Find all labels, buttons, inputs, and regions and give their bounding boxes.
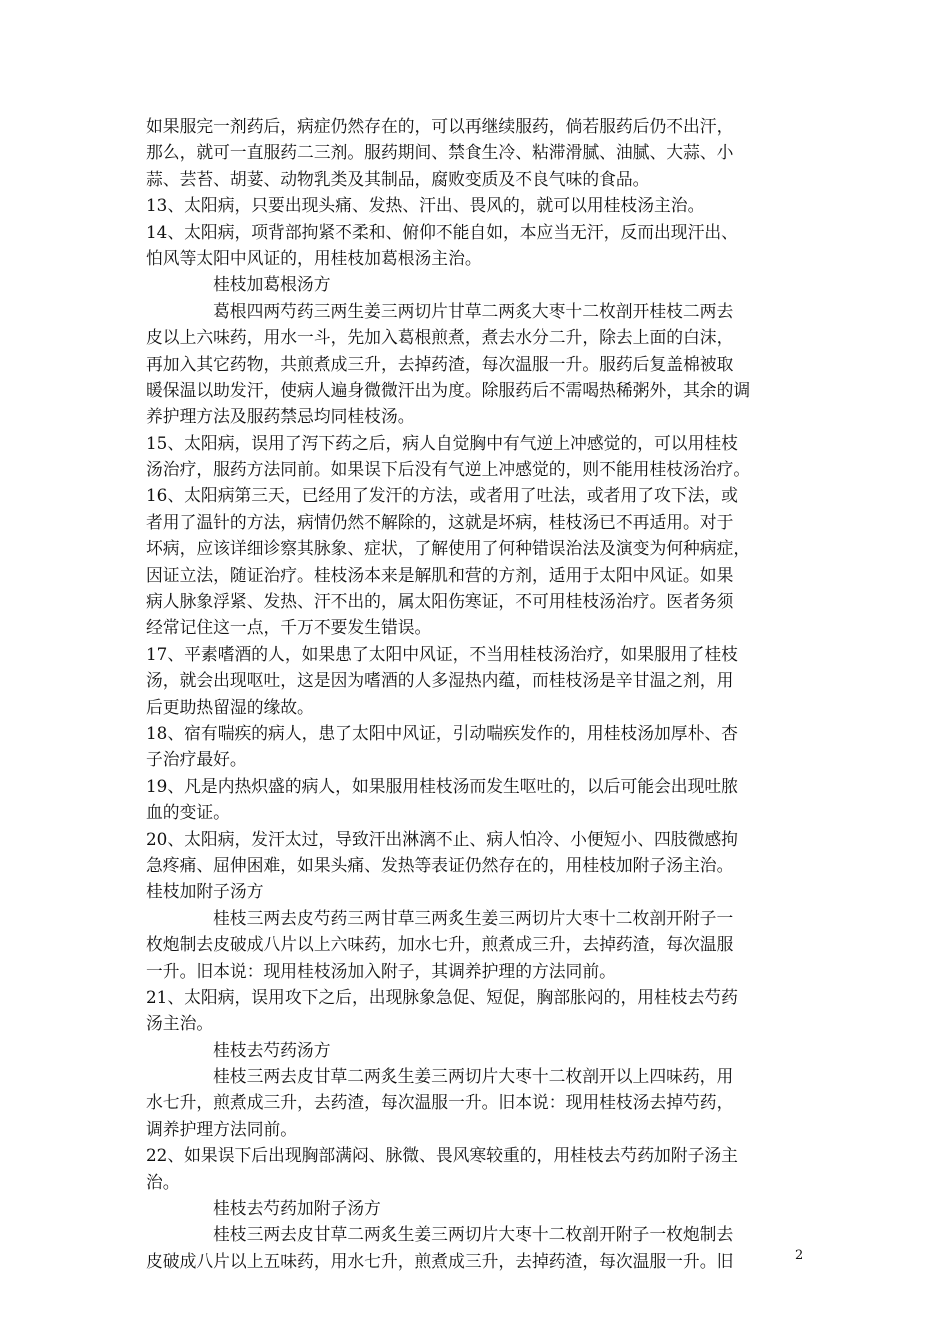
text-line: 枚炮制去皮破成八片以上六味药，加水七升，煎煮成三升，去掉药渣，每次温服 (146, 934, 734, 955)
text-line: 经常记住这一点，千万不要发生错误。 (146, 617, 432, 638)
text-line: 13、太阳病，只要出现头痛、发热、汗出、畏风的，就可以用桂枝汤主治。 (146, 195, 705, 216)
formula-heading: 桂枝去芍药汤方 (213, 1039, 331, 1060)
text-line: 后更助热留湿的缘故。 (146, 696, 314, 717)
text-line: 皮破成八片以上五味药，用水七升，煎煮成三升，去掉药渣，每次温服一升。旧 (146, 1250, 734, 1271)
text-line: 19、凡是内热炽盛的病人，如果服用桂枝汤而发生呕吐的，以后可能会出现吐脓 (146, 775, 738, 796)
text-line: 18、宿有喘疾的病人，患了太阳中风证，引动喘疾发作的，用桂枝汤加厚朴、杏 (146, 722, 738, 743)
text-line: 一升。旧本说：现用桂枝汤加入附子，其调养护理的方法同前。 (146, 960, 616, 981)
text-line: 如果服完一剂药后，病症仍然存在的，可以再继续服药，倘若服药后仍不出汗， (146, 116, 734, 136)
text-line: 再加入其它药物，共煎煮成三升，去掉药渣，每次温服一升。服药后复盖棉被取 (146, 353, 734, 374)
formula-heading: 桂枝去芍药加附子汤方 (213, 1198, 381, 1219)
text-line: 20、太阳病，发汗太过，导致汗出淋漓不止、病人怕冷、小便短小、四肢微感拘 (146, 828, 738, 849)
text-line: 皮以上六味药，用水一斗，先加入葛根煎煮，煮去水分二升，除去上面的白沫， (146, 327, 734, 348)
text-line: 15、太阳病，误用了泻下药之后，病人自觉胸中有气逆上冲感觉的，可以用桂枝 (146, 432, 738, 453)
text-line: 汤，就会出现呕吐，这是因为嗜酒的人多湿热内蕴，而桂枝汤是辛甘温之剂，用 (146, 670, 734, 691)
text-line: 16、太阳病第三天，已经用了发汗的方法，或者用了吐法，或者用了攻下法，或 (146, 485, 738, 506)
formula-heading: 桂枝加附子汤方 (146, 881, 264, 902)
text-line: 桂枝三两去皮甘草二两炙生姜三两切片大枣十二枚剖开附子一枚炮制去 (213, 1224, 734, 1245)
text-line: 蒜、芸苔、胡荽、动物乳类及其制品，腐败变质及不良气味的食品。 (146, 168, 650, 189)
text-line: 治。 (146, 1171, 180, 1192)
text-line: 养护理方法及服药禁忌均同桂枝汤。 (146, 406, 415, 427)
text-line: 者用了温针的方法，病情仍然不解除的，这就是坏病，桂枝汤已不再适用。对于 (146, 511, 734, 532)
formula-heading: 桂枝加葛根汤方 (213, 274, 331, 295)
document-body (146, 113, 818, 1274)
text-line: 17、平素嗜酒的人，如果患了太阳中风证，不当用桂枝汤治疗，如果服用了桂枝 (146, 643, 738, 664)
text-line: 急疼痛、屈伸困难，如果头痛、发热等表证仍然存在的，用桂枝加附子汤主治。 (146, 854, 734, 875)
page-number: 2 (795, 1248, 804, 1263)
text-line: 桂枝三两去皮芍药三两甘草三两炙生姜三两切片大枣十二枚剖开附子一 (213, 907, 734, 928)
text-line: 葛根四两芍药三两生姜三两切片甘草二两炙大枣十二枚剖开桂枝二两去 (213, 300, 734, 321)
text-line: 汤主治。 (146, 1013, 214, 1034)
text-line: 桂枝三两去皮甘草二两炙生姜三两切片大枣十二枚剖开以上四味药，用 (213, 1066, 734, 1087)
text-line: 怕风等太阳中风证的，用桂枝加葛根汤主治。 (146, 247, 482, 268)
text-line: 暖保温以助发汗，使病人遍身微微汗出为度。除服药后不需喝热稀粥外，其余的调 (146, 379, 751, 400)
text-line: 血的变证。 (146, 802, 230, 823)
text-line: 调养护理方法同前。 (146, 1118, 298, 1139)
text-line: 22、如果误下后出现胸部满闷、脉微、畏风寒较重的，用桂枝去芍药加附子汤主 (146, 1145, 738, 1166)
text-line: 坏病，应该详细诊察其脉象、症状，了解使用了何种错误治法及演变为何种病症， (146, 538, 751, 559)
text-line: 水七升，煎煮成三升，去药渣，每次温服一升。旧本说：现用桂枝汤去掉芍药， (146, 1092, 734, 1113)
text-line: 14、太阳病，项背部拘紧不柔和、俯仰不能自如，本应当无汗，反而出现汗出、 (146, 221, 738, 242)
text-line: 那么，就可一直服药二三剂。服药期间、禁食生冷、粘滞滑腻、油腻、大蒜、小 (146, 142, 734, 163)
text-line: 汤治疗，服药方法同前。如果误下后没有气逆上冲感觉的，则不能用桂枝汤治疗。 (146, 459, 751, 480)
text-line: 21、太阳病，误用攻下之后，出现脉象急促、短促，胸部胀闷的，用桂枝去芍药 (146, 986, 738, 1007)
text-line: 子治疗最好。 (146, 749, 247, 770)
text-line: 因证立法，随证治疗。桂枝汤本来是解肌和营的方剂，适用于太阳中风证。如果 (146, 564, 734, 585)
text-line: 病人脉象浮紧、发热、汗不出的，属太阳伤寒证，不可用桂枝汤治疗。医者务须 (146, 591, 734, 612)
